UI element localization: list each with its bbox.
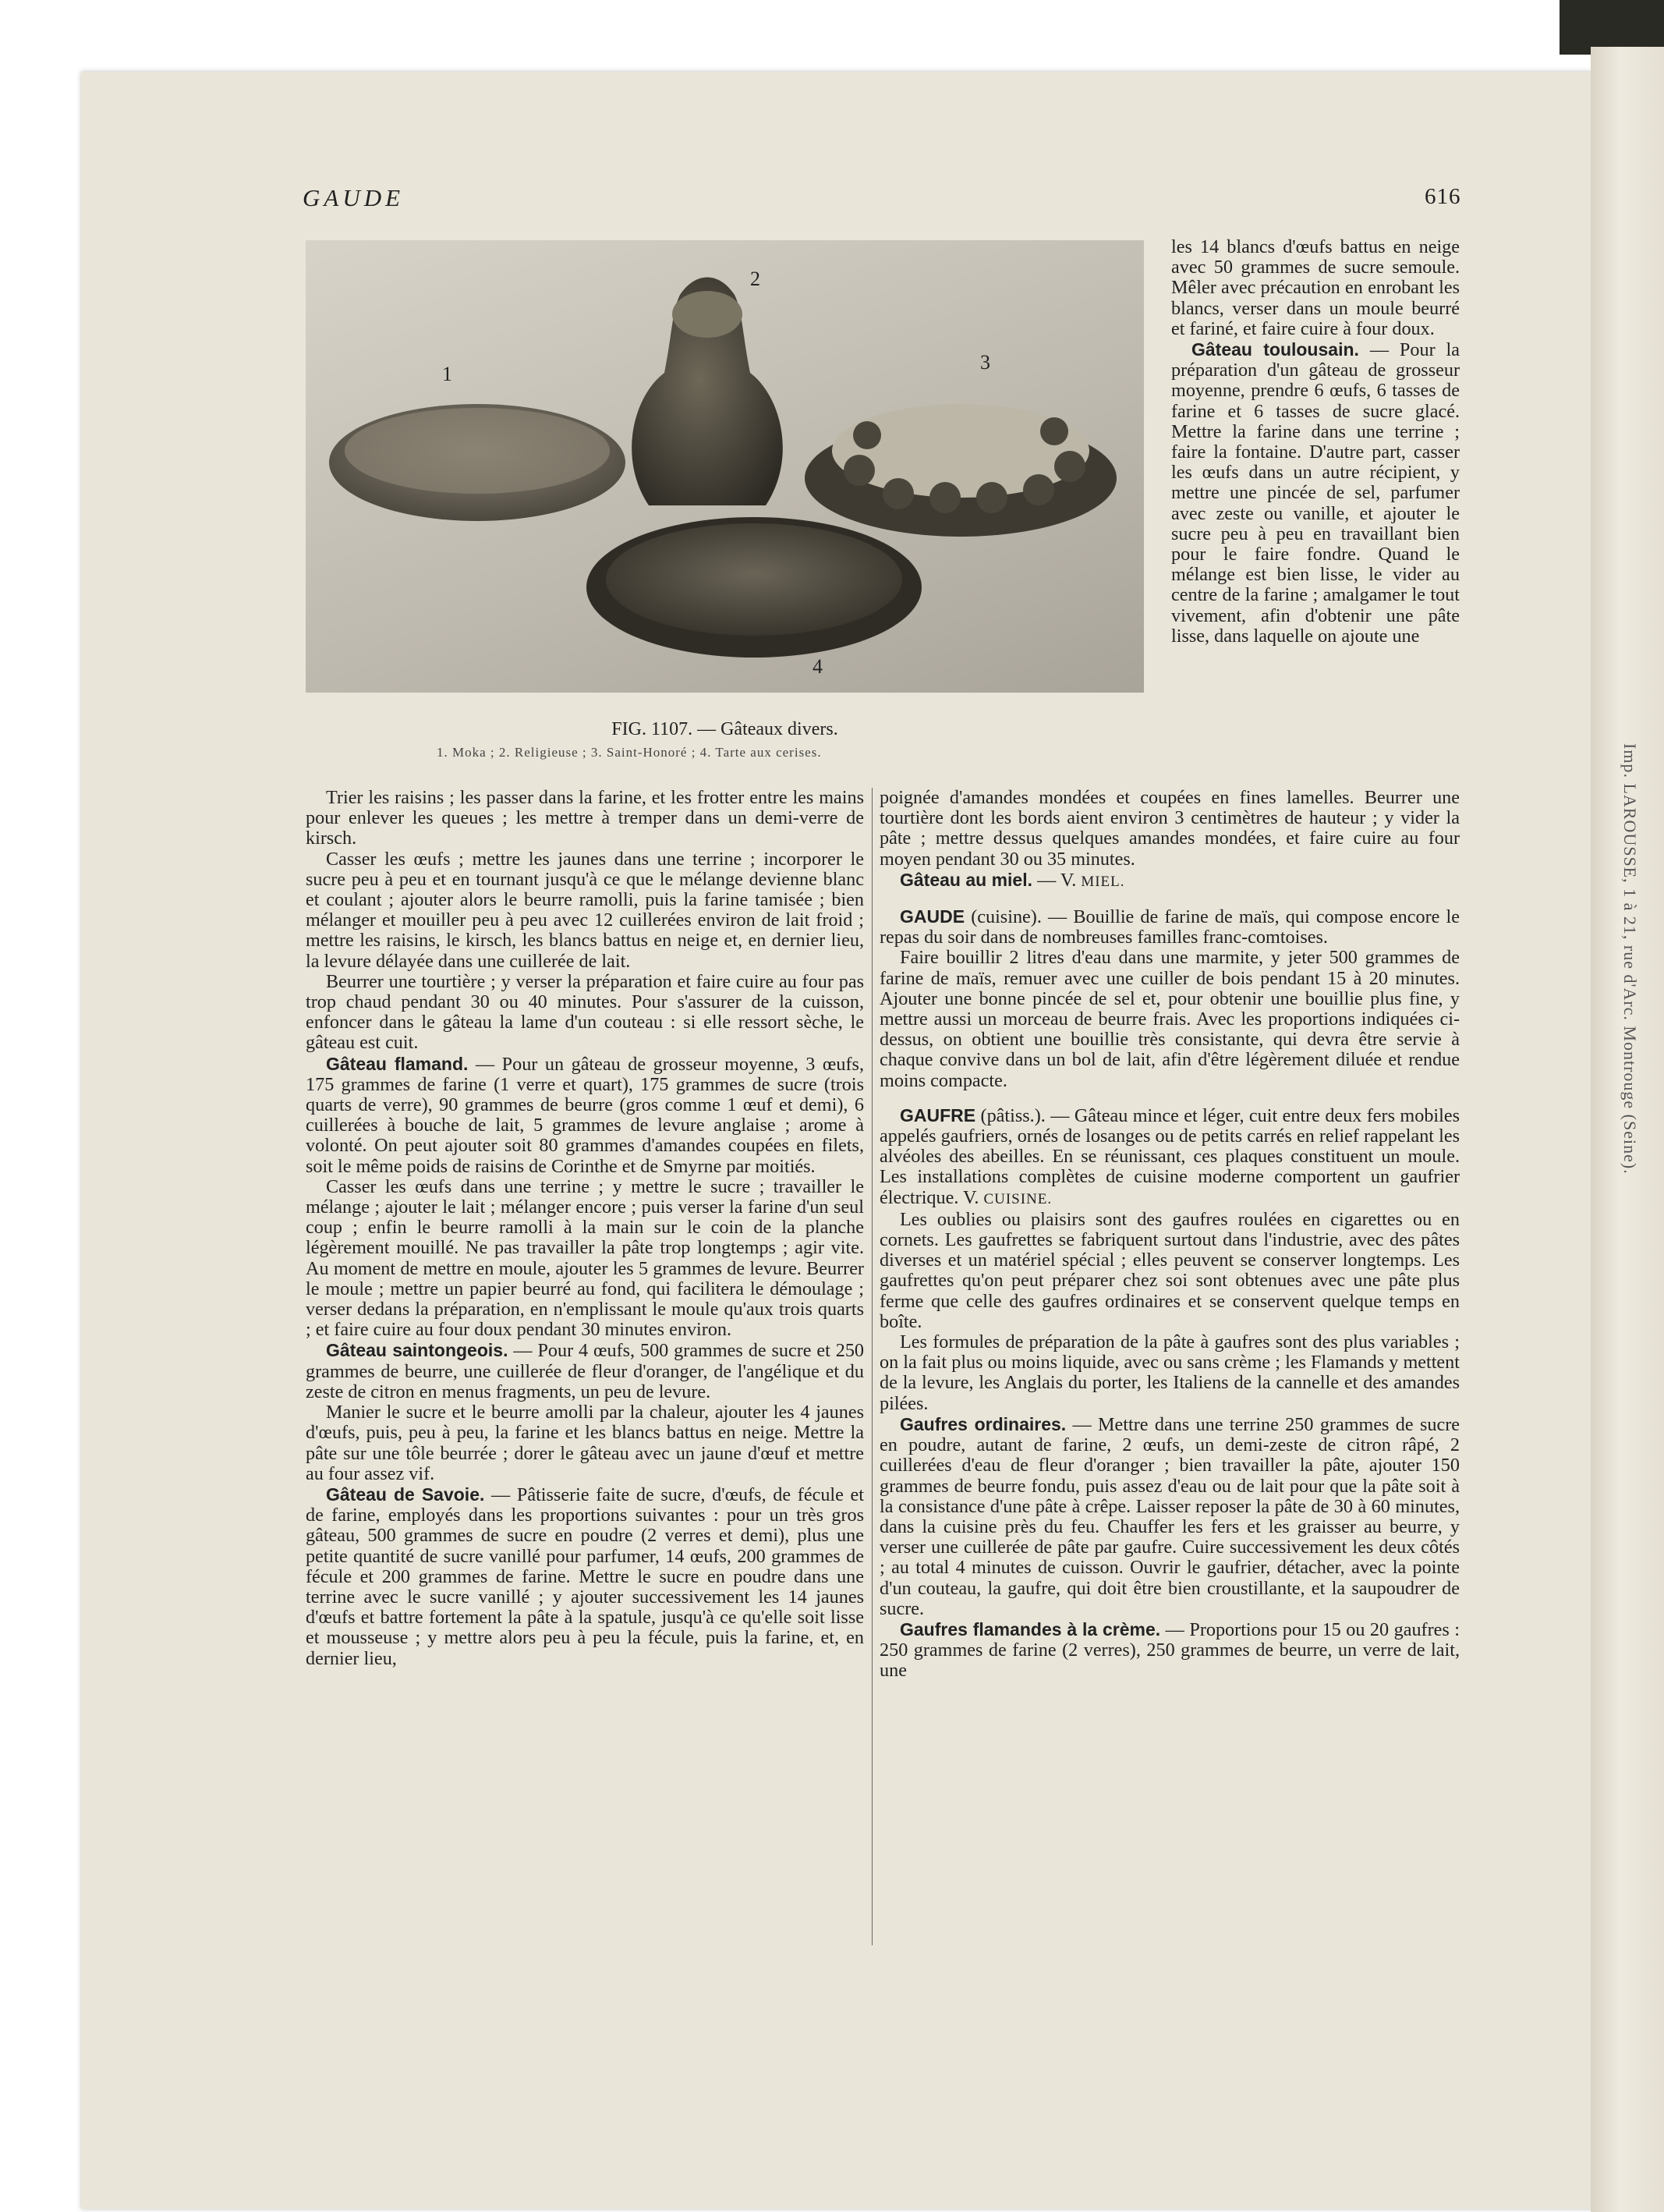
entry-heading: Gâteau de Savoie. [326, 1484, 485, 1505]
paragraph [306, 788, 864, 849]
column-divider [872, 788, 873, 1945]
paragraph [880, 948, 1460, 1090]
paragraph-text: les 14 blancs d'œufs battus en neige avec 50 grammes de sucre semoule. Mêler avec précaution en enrobant les blancs, verser dans un moule beurré et fariné, et faire cuire à four doux. [1171, 236, 1460, 339]
figure-caption: FIG. 1107. — Gâteaux divers. [611, 719, 838, 739]
paragraph [880, 1619, 1460, 1682]
paragraph [880, 1105, 1460, 1210]
paragraph-text: — Pour un gâteau de grosseur moyenne, 3 œufs, 175 grammes de farine (1 verre et quart), 175 grammes de sucre (trois quarts de verre), 90 grammes de beurre (gros comme 1 œuf et demi), 6 cuillerées à bouche de lait, 5 grammes de levure anglaise ; arome à volonté. On peut ajouter soit 80 grammes d'amandes coupées en filets, soit le même poids de raisins de Corinthe et de Smyrne par moitiés. [306, 1053, 865, 1177]
paragraph-text: — Pâtisserie faite de sucre, d'œufs, de fécule et de farine, employés dans les proportions suivantes : pour un très gros gâteau, 500 grammes de sucre en poudre (2 verres et demi), plus une petite quantité de sucre vanillé pour parfumer, 14 œufs, 200 grammes de fécule et 200 grammes de farine. Mettre le sucre en poudre dans une terrine avec le sucre vanillé ; y ajouter successivement les 14 jaunes d'œufs et battre fortement la pâte à la spatule, jusqu'à ce qu'elle soit lisse et mousseuse ; y mettre alors peu à peu la fécule, puis la farine, et, en dernier lieu, [306, 1484, 864, 1669]
paragraph-text: Les oublies ou plaisirs sont des gaufres roulées en cigarettes ou en cornets. Les gaufrettes se fabriquent surtout dans l'industrie, avec des pâtes diverses et un matériel spécial ; elles peuvent se conserver longtemps. Les gaufrettes qu'on peut préparer chez soi sont obtenues avec une pâte plus ferme que celle des gaufres ordinaires et se conservent quelque temps en boîte. [880, 1208, 1460, 1332]
paragraph [880, 1332, 1460, 1414]
paragraph [880, 788, 1460, 870]
paragraph [306, 972, 864, 1054]
paragraph-text: Casser les œufs dans une terrine ; y mettre le sucre ; travailler le mélange ; ajouter le lait ; mélanger encore ; puis verser la farine d'un seul coup ; enfin le beurre ramolli à la main sur le coin de la planche légèrement mouillé. Ne pas travailler la pâte trop longtemps ; agir vite. Au moment de mettre en moule, ajouter les 5 grammes de levure. Beurrer le moule ; mettre un papier beurré au fond, qui facilitera le démoulage ; verser dedans la préparation, en n'emplissant le moule qu'aux trois quarts ; et faire cuire au four doux pendant 30 minutes environ. [306, 1175, 864, 1341]
paragraph [880, 906, 1460, 948]
paragraph-text: Les formules de préparation de la pâte à gaufres sont des plus variables ; on la fait plus ou moins liquide, avec ou sans crème ; les Flamands y mettent de la levure, les Anglais du porter, les Italiens de la cannelle et des amandes pilées. [880, 1331, 1460, 1414]
cakes-illustration [306, 240, 1144, 693]
paragraph [1171, 339, 1460, 647]
spine-imprint-text: Imp. LAROUSSE, 1 à 21, rue d'Arc. Montrouge (Seine). [1620, 743, 1640, 1175]
paragraph [1171, 237, 1460, 339]
entry-heading: Gâteau flamand. [326, 1053, 469, 1074]
page-number: 616 [1425, 184, 1461, 209]
paragraph-text: (cuisine). — Bouillie de farine de maïs, qui compose encore le repas du soir dans de nombreuses familles franc-comtoises. [880, 906, 1460, 948]
column-right [880, 788, 1460, 1682]
paragraph [880, 1414, 1460, 1619]
paragraph [306, 1054, 864, 1177]
paragraph-text: — Pour la préparation d'un gâteau de grosseur moyenne, prendre 6 œufs, 6 tasses de farine et 6 tasses de sucre glacé. Mettre la farine dans une terrine ; faire la fontaine. D'autre part, casser les œufs dans un autre récipient, y mettre une pincée de sel, parfumer avec zeste ou vanille, et ajouter le sucre peu à peu en travaillant bien pour le faire fondre. Quand le mélange est bien lisse, le vider au centre de la farine ; amalgamer le tout vivement, afin d'obtenir une pâte lisse, dans laquelle on ajoute une [1171, 339, 1460, 647]
entry-heading: Gâteau saintongeois. [326, 1340, 508, 1361]
column-right-top [1171, 237, 1460, 647]
cross-reference: CUISINE. [983, 1190, 1053, 1207]
paragraph-spacer [880, 892, 1460, 906]
paragraph-text: — Mettre dans une terrine 250 grammes de sucre en poudre, autant de farine, 2 œufs, un demi-zeste de citron râpé, 2 cuillerées d'eau de fleur d'oranger ; bien travailler la pâte, ajouter 150 grammes de beurre fondu, puis assez d'eau ou de lait pour que la pâte soit à la consistance d'une pâte à crêpe. Laisser reposer la pâte de 30 à 60 minutes, dans la cuisine près du feu. Chauffer les fers et les graisser au beurre, y verser une cuillerée de pâte par gaufre. Cuire successivement les deux côtés ; au total 4 minutes de cuisson. Ouvrir le gaufrier, détacher, avec la pointe d'un couteau, la gaufre, qui doit être bien croustillante, et la saupoudrer de sucre. [880, 1413, 1460, 1619]
entry-heading: GAUFRE [900, 1104, 976, 1125]
paragraph-text: Trier les raisins ; les passer dans la farine, et les frotter entre les mains pour enlever les queues ; les mettre à tremper dans un demi-verre de kirsch. [306, 787, 864, 849]
entry-heading: Gâteau au miel. [900, 869, 1033, 890]
paragraph-text: Faire bouillir 2 litres d'eau dans une marmite, y jeter 500 grammes de farine de maïs, remuer avec une cuiller de bois pendant 15 à 20 minutes. Ajouter une bonne pincée de sel et, pour obtenir une bouillie plus fine, y mettre aussi un morceau de beurre frais. Avec les proportions indiquées ci-dessus, on obtient une bouillie très consistante, qui devra être servie à chaque convive dans un bol de lait, afin d'être légèrement diluée et rendue moins compacte. [880, 947, 1460, 1091]
paragraph-text: Manier le sucre et le beurre amolli par la chaleur, ajouter les 4 jaunes d'œufs, puis, peu à peu, la farine et les blancs battus en neige. Mettre la pâte sur une tôle beurrée ; dorer le gâteau avec un jaune d'œuf et mettre au four assez vif. [306, 1402, 864, 1484]
paragraph-text: — V. [1032, 869, 1082, 891]
paragraph [880, 870, 1460, 892]
entry-heading: Gâteau toulousain. [1191, 339, 1359, 360]
paragraph [306, 1402, 864, 1484]
entry-heading: GAUDE [900, 906, 965, 927]
paragraph-text: Casser les œufs ; mettre les jaunes dans une terrine ; incorporer le sucre peu à peu et en tournant jusqu'à ce que le mélange devienne blanc et coulant ; ajouter alors le beurre ramolli, puis la farine tamisée ; bien mélanger et mouiller peu à peu avec 12 cuillerées environ de lait froid ; mettre les raisins, le kirsch, les blancs battus en neige et, en dernier lieu, la levure délayée dans une cuillerée de lait. [306, 848, 864, 972]
column-left [306, 788, 864, 1669]
paragraph-spacer [880, 1091, 1460, 1105]
paragraph-text: (pâtiss.). — Gâteau mince et léger, cuit entre deux fers mobiles appelés gaufriers, ornés de losanges ou de petits carrés en relief rappelant les alvéoles des abeilles. En se réunissant, ces plaques constituent un moule. Les installations complètes de cuisine moderne comportent un gaufrier électrique. V. [880, 1104, 1460, 1208]
entry-heading: Gaufres flamandes à la crème. [900, 1618, 1161, 1640]
figure-number-2: 2 [750, 268, 760, 290]
entry-heading: Gaufres ordinaires. [900, 1413, 1067, 1434]
paragraph-text: — Pour 4 œufs, 500 grammes de sucre et 250 grammes de beurre, une cuillerée de fleur d'oranger, de l'angélique et du zeste de citron en menus fragments, un peu de levure. [306, 1340, 865, 1402]
cross-reference: MIEL. [1081, 873, 1125, 890]
paragraph-text: — Proportions pour 15 ou 20 gaufres : 250 grammes de farine (2 verres), 250 grammes de beurre, un verre de lait, une [880, 1618, 1460, 1682]
paragraph [880, 1210, 1460, 1332]
paragraph-text: Beurrer une tourtière ; y verser la préparation et faire cuire au four pas trop chaud pendant 30 ou 40 minutes. Pour s'assurer de la cuisson, enfoncer dans le gâteau la lame d'un couteau : si elle ressort sèche, le gâteau est cuit. [306, 970, 864, 1054]
running-head: GAUDE [303, 184, 405, 211]
paragraph [306, 1177, 864, 1341]
paragraph-text: poignée d'amandes mondées et coupées en fines lamelles. Beurrer une tourtière dont les bords aient environ 3 centimètres de hauteur ; y vider la pâte ; mettre dessus quelques amandes mondées, et faire cuire au four moyen pendant 30 ou 35 minutes. [880, 787, 1460, 870]
cakes-photograph [306, 240, 1144, 693]
spine-imprint [1614, 741, 1645, 1833]
figure-number-4: 4 [813, 655, 823, 678]
paragraph [306, 1484, 864, 1669]
figure-number-3: 3 [980, 351, 990, 374]
paragraph [306, 1340, 864, 1402]
figure-subcaption: 1. Moka ; 2. Religieuse ; 3. Saint-Honoré ; 4. Tarte aux cerises. [437, 745, 822, 760]
paragraph [306, 849, 864, 972]
figure-number-1: 1 [442, 363, 452, 385]
